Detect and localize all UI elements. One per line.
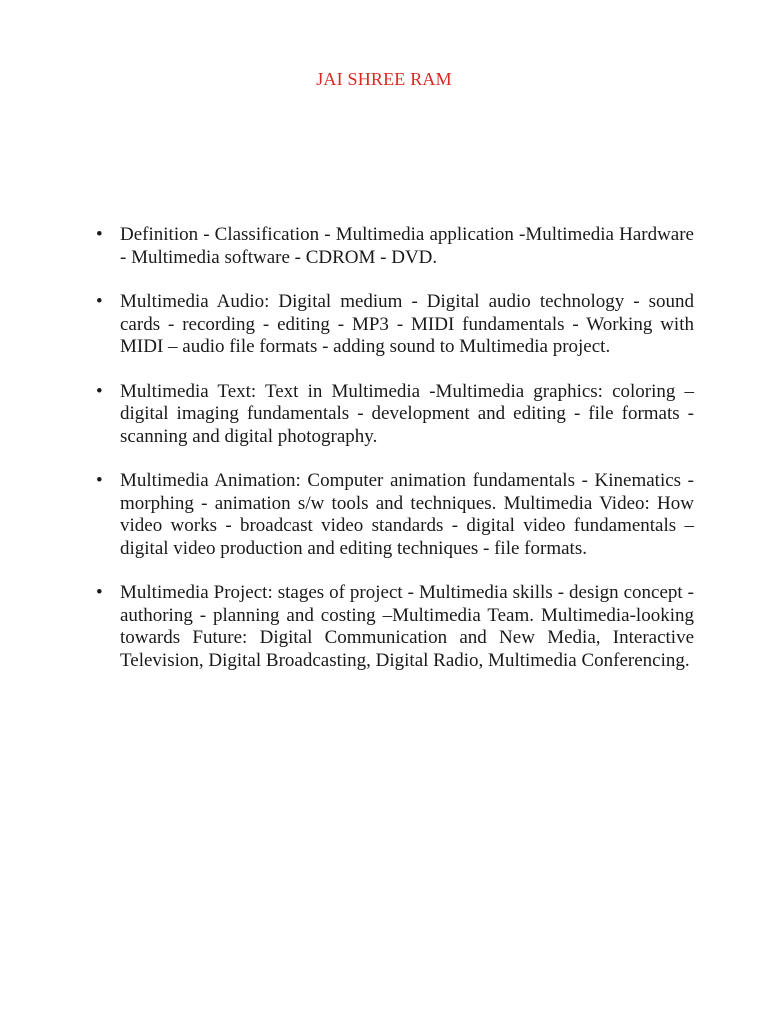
list-item xyxy=(96,470,694,560)
list-item-text: Definition - Classification - Multimedia application -Multimedia Hardware - Multimedia software - CDROM - DVD. xyxy=(120,224,694,268)
list-item-text: Multimedia Project: stages of project - Multimedia skills - design concept - authoring - planning and costing –Multimedia Team. Multimedia-looking towards Future: Digital Communication and New Media, Interactive Television, Digital Broadcasting, Digital Radio, Multimedia Conferencing. xyxy=(120,582,694,671)
list-item xyxy=(96,291,694,359)
bullet-icon: • xyxy=(96,582,103,603)
bullet-icon: • xyxy=(96,380,103,402)
syllabus-list xyxy=(96,224,694,694)
bullet-icon: • xyxy=(96,224,103,245)
list-item-text: Multimedia Text: Text in Multimedia -Multimedia graphics: coloring – digital imaging fundamentals - development and editing - file formats - scanning and digital photography. xyxy=(120,380,694,447)
page-title: JAI SHREE RAM xyxy=(316,69,452,89)
bullet-icon: • xyxy=(96,470,103,491)
bullet-icon: • xyxy=(96,291,103,312)
list-item xyxy=(96,582,694,672)
list-item-text: Multimedia Animation: Computer animation fundamentals - Kinematics - morphing - animation s/w tools and techniques. Multimedia Video: How video works - broadcast video standards - digital video fundamentals – digital video production and editing techniques - file formats. xyxy=(120,470,694,559)
list-item xyxy=(96,224,694,269)
list-item xyxy=(96,380,694,449)
list-item-text: Multimedia Audio: Digital medium - Digital audio technology - sound cards - recording - editing - MP3 - MIDI fundamentals - Working with MIDI – audio file formats - adding sound to Multimedia project. xyxy=(120,291,694,357)
